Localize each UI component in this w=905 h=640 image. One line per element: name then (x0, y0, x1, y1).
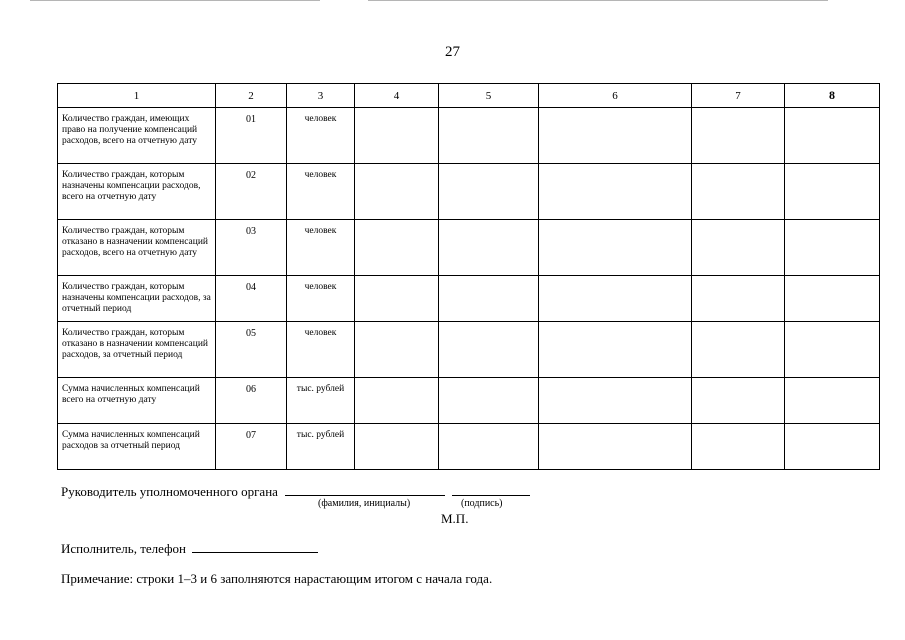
value-cell[interactable] (692, 378, 785, 424)
table-row (58, 276, 880, 322)
signature-blank[interactable] (452, 484, 530, 496)
value-cell[interactable] (539, 378, 692, 424)
header-row (58, 84, 880, 108)
report-table (57, 83, 880, 470)
top-rule-right (368, 0, 828, 1)
row-unit: человек (287, 108, 355, 164)
value-cell[interactable] (439, 378, 539, 424)
row-name: Количество граждан, имеющих право на получение компенсаций расходов, всего на отчетную дату (58, 108, 216, 164)
value-cell[interactable] (439, 220, 539, 276)
row-unit: человек (287, 322, 355, 378)
row-code: 03 (216, 220, 287, 276)
row-name: Сумма начисленных компенсаций всего на отчетную дату (58, 378, 216, 424)
row-code: 06 (216, 378, 287, 424)
value-cell[interactable] (355, 424, 439, 470)
executor-blank[interactable] (192, 541, 318, 553)
table-row (58, 378, 880, 424)
value-cell[interactable] (539, 220, 692, 276)
col-header-2: 2 (216, 84, 287, 108)
table-row (58, 108, 880, 164)
value-cell[interactable] (355, 220, 439, 276)
col-header-7: 7 (692, 84, 785, 108)
table-row (58, 322, 880, 378)
row-name: Сумма начисленных компенсаций расходов за отчетный период (58, 424, 216, 470)
col-header-1: 1 (58, 84, 216, 108)
value-cell[interactable] (539, 108, 692, 164)
value-cell[interactable] (692, 108, 785, 164)
top-rule-left (30, 0, 320, 1)
row-code: 02 (216, 164, 287, 220)
value-cell[interactable] (692, 276, 785, 322)
value-cell[interactable] (785, 276, 880, 322)
value-cell[interactable] (785, 378, 880, 424)
value-cell[interactable] (355, 164, 439, 220)
value-cell[interactable] (439, 108, 539, 164)
value-cell[interactable] (355, 378, 439, 424)
value-cell[interactable] (785, 424, 880, 470)
value-cell[interactable] (355, 322, 439, 378)
col-header-4: 4 (355, 84, 439, 108)
row-unit: человек (287, 276, 355, 322)
value-cell[interactable] (785, 108, 880, 164)
row-code: 07 (216, 424, 287, 470)
value-cell[interactable] (539, 322, 692, 378)
executor-line (61, 541, 318, 557)
table-row (58, 220, 880, 276)
page-number: 27 (445, 44, 460, 60)
row-name: Количество граждан, которым отказано в назначении компенсаций расходов, за отчетный период (58, 322, 216, 378)
value-cell[interactable] (539, 276, 692, 322)
note: Примечание: строки 1–3 и 6 заполняются нарастающим итогом с начала года. (61, 571, 493, 586)
row-name: Количество граждан, которым назначены компенсации расходов, за отчетный период (58, 276, 216, 322)
value-cell[interactable] (539, 164, 692, 220)
col-header-3: 3 (287, 84, 355, 108)
row-code: 04 (216, 276, 287, 322)
value-cell[interactable] (439, 322, 539, 378)
stamp-label: М.П. (441, 511, 469, 526)
value-cell[interactable] (692, 220, 785, 276)
value-cell[interactable] (355, 108, 439, 164)
signature-caption: (подпись) (461, 498, 503, 509)
value-cell[interactable] (785, 220, 880, 276)
head-label: Руководитель уполномоченного органа (61, 484, 278, 499)
value-cell[interactable] (539, 424, 692, 470)
col-header-5: 5 (439, 84, 539, 108)
row-code: 01 (216, 108, 287, 164)
row-code: 05 (216, 322, 287, 378)
row-unit: человек (287, 220, 355, 276)
value-cell[interactable] (439, 424, 539, 470)
value-cell[interactable] (692, 164, 785, 220)
table-row (58, 164, 880, 220)
value-cell[interactable] (692, 424, 785, 470)
name-caption: (фамилия, инициалы) (318, 498, 411, 509)
value-cell[interactable] (692, 322, 785, 378)
col-header-8: 8 (785, 84, 880, 108)
col-header-6: 6 (539, 84, 692, 108)
executor-label: Исполнитель, телефон (61, 541, 186, 556)
row-name: Количество граждан, которым отказано в назначении компенсаций расходов, всего на отчетную дату (58, 220, 216, 276)
value-cell[interactable] (355, 276, 439, 322)
value-cell[interactable] (785, 322, 880, 378)
name-blank[interactable] (285, 484, 445, 496)
row-name: Количество граждан, которым назначены компенсации расходов, всего на отчетную дату (58, 164, 216, 220)
row-unit: тыс. рублей (287, 378, 355, 424)
value-cell[interactable] (439, 276, 539, 322)
row-unit: человек (287, 164, 355, 220)
table-row (58, 424, 880, 470)
value-cell[interactable] (439, 164, 539, 220)
value-cell[interactable] (785, 164, 880, 220)
row-unit: тыс. рублей (287, 424, 355, 470)
